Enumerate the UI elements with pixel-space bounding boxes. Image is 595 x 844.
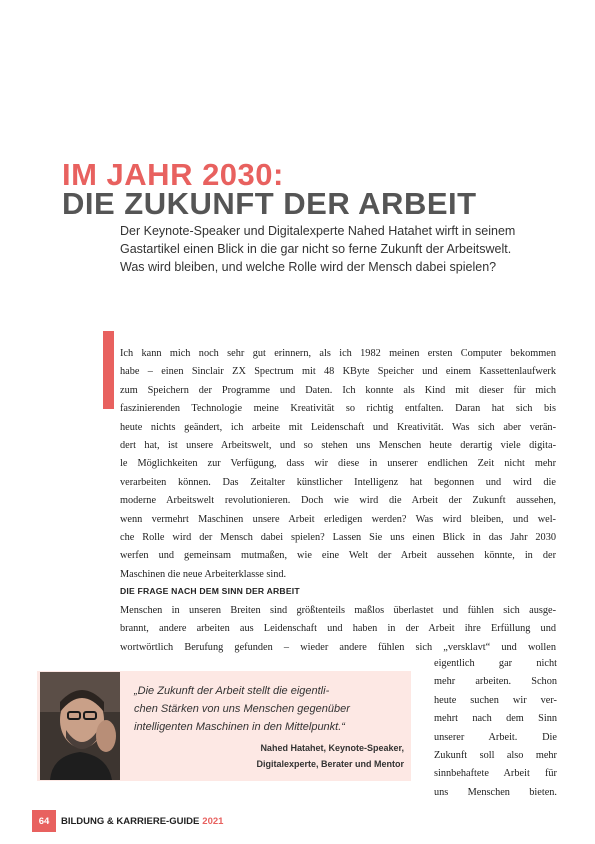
body-line: werfen und gemeinsam mutmaßen, wie eine Welt der Arbeit aussehen könnte, in der (120, 550, 556, 562)
body-line: verarbeiten können. Das Zeitalter künstlicher Intelligenz hat begonnen und wird die (120, 476, 556, 488)
body-line: eigentlich gar nicht (434, 658, 557, 669)
quote-line: „Die Zukunft der Arbeit stellt die eigentli- (134, 685, 330, 697)
publication-name: BILDUNG & KARRIERE-GUIDE (61, 815, 200, 827)
body-line: le Möglichkeiten zur Verfügung, dass wir diese in unserer endlichen Zeit nicht mehr (120, 458, 556, 470)
body-line: habe – einen Sinclair ZX Spectrum mit 48 KByte Speicher und einem Kassettenlaufwerk (120, 366, 556, 378)
publication-year: 2021 (202, 815, 224, 827)
body-line: brannt, andere arbeiten aus Leidenschaft und haben in der Arbeit ihre Erfüllung und (120, 623, 556, 635)
body-line: Menschen in unseren Breiten sind größtenteils maßlos überlastet und fühlen sich ausge- (120, 605, 556, 616)
body-line: moderne Arbeitswelt revolutionieren. Doch wie wird die Arbeit der Zukunft aussehen, (120, 495, 556, 507)
pull-quote-text (134, 682, 404, 736)
body-line: wortwörtlich Berufung gefunden – wieder andere fühlen sich „versklavt“ und wollen (120, 641, 556, 653)
lead-line: Gastartikel einen Blick in die gar nicht so ferne Zukunft der Arbeitswelt. (120, 242, 512, 256)
body-line: dert hat, ist unsere Arbeitswelt, und so stehen uns Menschen heute derartig viele digita- (120, 440, 556, 452)
quote-line: intelligenten Maschinen in den Mittelpunkt.“ (134, 721, 345, 733)
headline-line-1: IM JAHR 2030: (62, 157, 284, 192)
body-line: zum Speichern der Programme und Daten. Ich konnte als Kind mit dieser für mich (120, 384, 556, 396)
body-line: Zukunft soll also mehr (434, 750, 557, 762)
section-heading: DIE FRAGE NACH DEM SINN DER ARBEIT (120, 586, 300, 596)
body-line: unserer Arbeit. Die (434, 731, 557, 743)
body-line: uns Menschen bieten. (434, 786, 557, 798)
body-line: faszinierenden Technologie meine Kreativität so richtig entfalten. Daran hat sich bis (120, 403, 556, 415)
attribution-line: Digitalexperte, Berater und Mentor (256, 759, 404, 769)
lead-line: Der Keynote-Speaker und Digitalexperte Nahed Hatahet wirft in seinem (120, 224, 516, 238)
headline-line-2: DIE ZUKUNFT DER ARBEIT (62, 186, 477, 221)
body-line: mehrt nach dem Sinn (434, 713, 557, 725)
quote-line: chen Stärken von uns Menschen gegenüber (134, 703, 350, 715)
body-line: che Rolle wird der Mensch dabei spielen? Lassen Sie uns einen Blick in das Jahr 2030 (120, 532, 556, 544)
body-line: Ich kann mich noch sehr gut erinnern, als ich 1982 meinen ersten Computer bekommen (120, 348, 556, 359)
lead-paragraph (120, 222, 530, 276)
body-line: Maschinen die neue Arbeiterklasse sind. (120, 568, 287, 580)
portrait-photo (40, 672, 120, 780)
body-line: heute nichts geändert, ich arbeite mit Leidenschaft und Kreativität. Was sich aber verän- (120, 421, 556, 433)
body-line: mehr arbeiten. Schon (434, 676, 557, 688)
lead-line: Was wird bleiben, und welche Rolle wird der Mensch dabei spielen? (120, 260, 497, 274)
quote-attribution (256, 740, 404, 772)
body-line: heute suchen wir ver- (434, 694, 557, 706)
accent-bar (103, 331, 114, 409)
intro-paragraph (120, 345, 556, 584)
page-footer (32, 810, 223, 832)
section-paragraph (120, 602, 556, 657)
attribution-line: Nahed Hatahet, Keynote-Speaker, (260, 743, 404, 753)
body-line: sinnbehaftete Arbeit für (434, 768, 557, 780)
page-number: 64 (32, 810, 56, 832)
body-line: wenn vermehrt Maschinen unsere Arbeit erledigen werden? Was wird bleiben, und wel- (120, 513, 556, 525)
narrow-column-text (434, 655, 557, 802)
